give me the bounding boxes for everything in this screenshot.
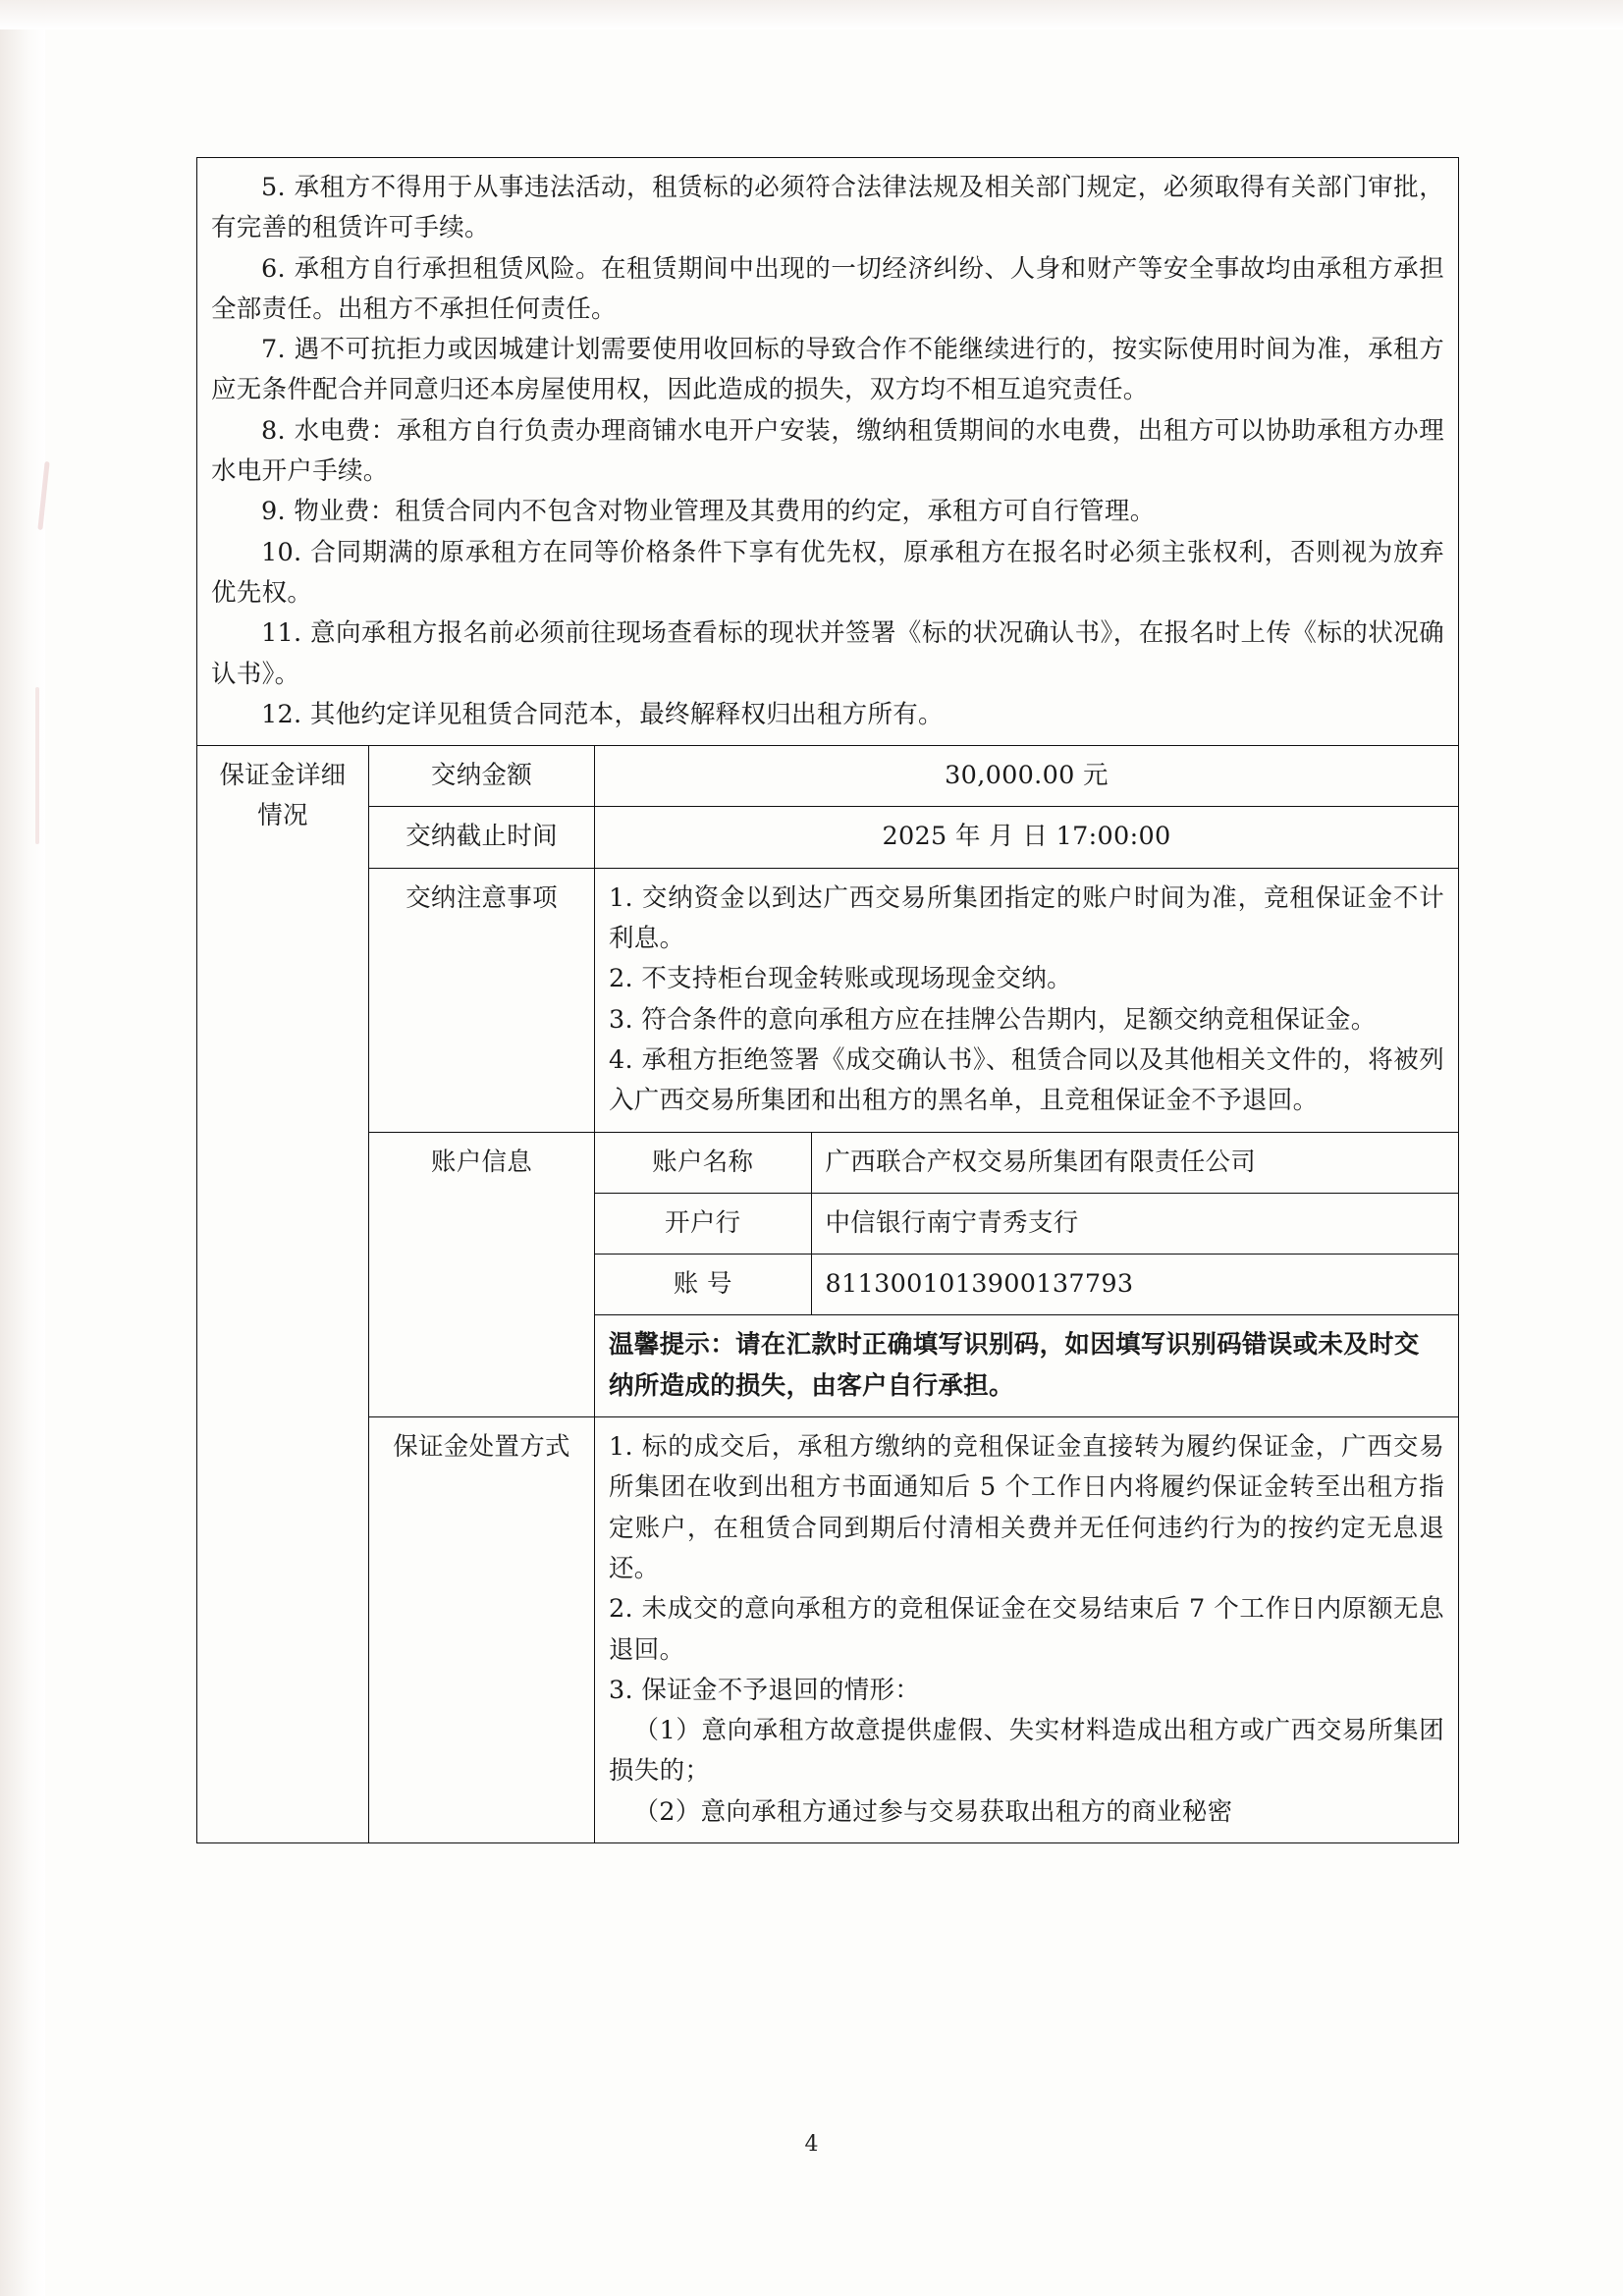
- page-number: 4: [804, 2132, 819, 2157]
- deposit-handling-label: 保证金处置方式: [369, 1417, 595, 1843]
- deposit-amount-label: 交纳金额: [369, 746, 595, 807]
- account-number-label: 账 号: [595, 1255, 811, 1315]
- account-bank-label: 开户行: [595, 1193, 811, 1254]
- table-row-deposit-amount: [197, 746, 1459, 807]
- contract-terms-table: [196, 157, 1459, 1843]
- account-row: [595, 1133, 1458, 1194]
- handling-item: （1）意向承租方故意提供虚假、失实材料造成出租方或广西交易所集团损失的；: [609, 1716, 1444, 1787]
- account-name-value: 广西联合产权交易所集团有限责任公司: [811, 1133, 1458, 1194]
- table-row-deposit-notes: [197, 868, 1459, 1132]
- term-item: 9. 物业费：租赁合同内不包含对物业管理及其费用的约定，承租方可自行管理。: [261, 497, 1156, 527]
- note-item: 3. 符合条件的意向承租方应在挂牌公告期内，足额交纳竞租保证金。: [609, 1004, 1377, 1035]
- term-item: 10. 合同期满的原承租方在同等价格条件下享有优先权，原承租方在报名时必须主张权利，否则视为放弃优先权。: [211, 537, 1444, 608]
- note-item: 2. 不支持柜台现金转账或现场现金交纳。: [609, 964, 1072, 994]
- account-warning-tip: 温馨提示：请在汇款时正确填写识别码，如因填写识别码错误或未及时交纳所造成的损失，由客户自行承担。: [595, 1315, 1458, 1416]
- term-item: 8. 水电费：承租方自行负责办理商铺水电开户安装，缴纳租赁期间的水电费，出租方可以协助承租方办理水电开户手续。: [211, 415, 1444, 487]
- term-item: 7. 遇不可抗拒力或因城建计划需要使用收回标的导致合作不能继续进行的，按实际使用时间为准，承租方应无条件配合并同意归还本房屋使用权，因此造成的损失，双方均不相互追究责任。: [211, 335, 1444, 405]
- account-row: [595, 1193, 1458, 1254]
- account-row: [595, 1255, 1458, 1315]
- deposit-amount-value: 30,000.00 元: [595, 746, 1459, 807]
- deposit-notes-label: 交纳注意事项: [369, 868, 595, 1132]
- deposit-notes-cell: [595, 868, 1459, 1132]
- scan-artifact-mark: [35, 687, 39, 844]
- table-row-deposit-handling: [197, 1417, 1459, 1843]
- table-row-account-info: [197, 1132, 1459, 1416]
- deposit-deadline-label: 交纳截止时间: [369, 807, 595, 868]
- handling-item: 2. 未成交的意向承租方的竞租保证金在交易结束后 7 个工作日内原额无息退回。: [609, 1594, 1444, 1665]
- terms-cell: [197, 158, 1459, 746]
- table-row-terms: [197, 158, 1459, 746]
- account-info-cell: [595, 1132, 1459, 1416]
- term-item: 5. 承租方不得用于从事违法活动，租赁标的必须符合法律法规及相关部门规定，必须取得有关部门审批，有完善的租赁许可手续。: [211, 173, 1444, 243]
- deposit-deadline-value: 2025 年 月 日 17:00:00: [595, 807, 1459, 868]
- term-item: 11. 意向承租方报名前必须前往现场查看标的现状并签署《标的状况确认书》，在报名时上传《标的状况确认书》。: [211, 618, 1444, 689]
- account-tip-row: [595, 1315, 1458, 1416]
- term-item: 12. 其他约定详见租赁合同范本，最终解释权归出租方所有。: [261, 699, 944, 729]
- note-item: 1. 交纳资金以到达广西交易所集团指定的账户时间为准，竞租保证金不计利息。: [609, 882, 1444, 954]
- handling-item: 3. 保证金不予退回的情形：: [609, 1675, 921, 1705]
- account-bank-value: 中信银行南宁青秀支行: [811, 1193, 1458, 1254]
- deposit-handling-cell: [595, 1417, 1459, 1843]
- term-item: 6. 承租方自行承担租赁风险。在租赁期间中出现的一切经济纠纷、人身和财产等安全事故均由承租方承担全部责任。出租方不承担任何责任。: [211, 253, 1444, 324]
- scan-artifact-mark: [37, 461, 49, 530]
- account-info-table: [595, 1133, 1458, 1416]
- account-info-label: 账户信息: [369, 1132, 595, 1416]
- scan-edge-shadow: [0, 0, 45, 2296]
- account-number-value: 8113001013900137793: [811, 1255, 1458, 1315]
- deposit-section-label: 保证金详细情况: [197, 746, 369, 1843]
- account-name-label: 账户名称: [595, 1133, 811, 1194]
- handling-item: 1. 标的成交后，承租方缴纳的竞租保证金直接转为履约保证金，广西交易所集团在收到出租方书面通知后 5 个工作日内将履约保证金转至出租方指定账户，在租赁合同到期后付清相关费并无任何违约行为的按约定无息退还。: [609, 1432, 1444, 1583]
- table-row-deposit-deadline: [197, 807, 1459, 868]
- note-item: 4. 承租方拒绝签署《成交确认书》、租赁合同以及其他相关文件的，将被列入广西交易所集团和出租方的黑名单，且竞租保证金不予退回。: [609, 1044, 1444, 1116]
- scan-edge-shadow-top: [0, 0, 1623, 29]
- handling-item: （2）意向承租方通过参与交易获取出租方的商业秘密: [633, 1796, 1233, 1827]
